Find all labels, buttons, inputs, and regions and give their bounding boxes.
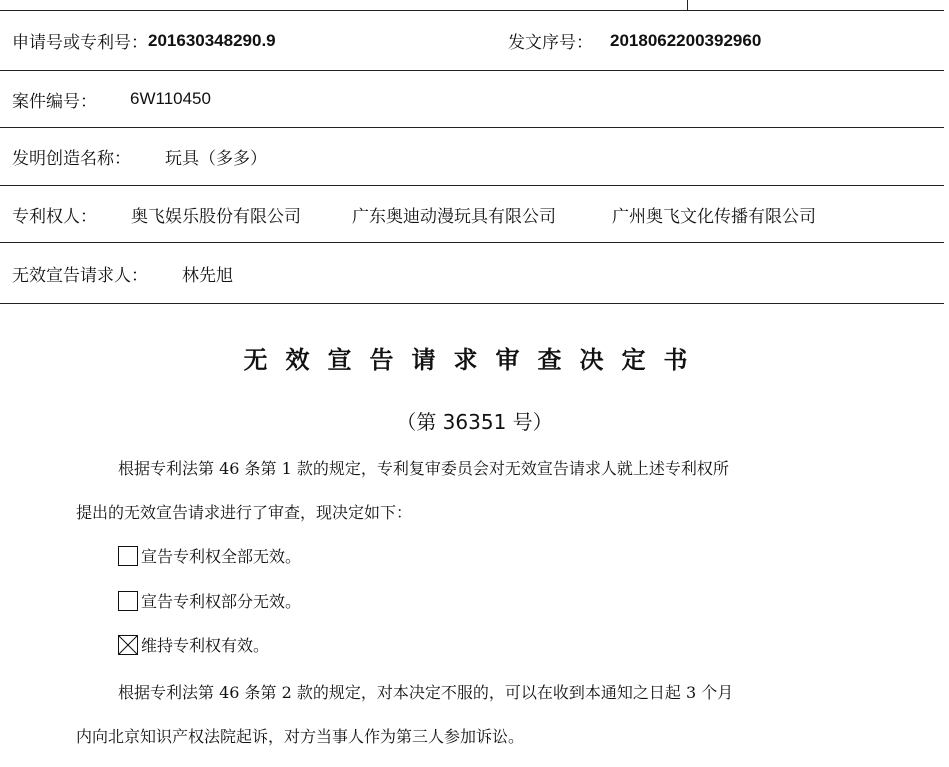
doc-seq-label: 发文序号：	[508, 33, 593, 53]
patentee-1: 奥飞娱乐股份有限公司	[131, 206, 301, 227]
paragraph-2-line-1: 根据专利法第 46 条第 2 款的规定，对本决定不服的，可以在收到本通知之日起 3 个月	[118, 683, 734, 702]
paragraph-1-line-2: 提出的无效宣告请求进行了审查，现决定如下：	[76, 503, 413, 522]
document-title: 无效宣告请求审查决定书	[243, 346, 706, 374]
paragraph-1-line-1: 根据专利法第 46 条第 1 款的规定，专利复审委员会对无效宣告请求人就上述专利权所	[118, 459, 729, 478]
row-patentee	[0, 186, 944, 243]
checkbox-unchecked-icon	[118, 546, 138, 566]
requester-label: 无效宣告请求人：	[12, 265, 148, 286]
option-maintain-valid	[118, 633, 269, 656]
row-case-number	[0, 71, 944, 128]
option-invalidate-partial	[118, 589, 301, 612]
requester-value: 林先旭	[182, 265, 233, 286]
patentee-label: 专利权人：	[12, 206, 97, 227]
patentee-3: 广州奥飞文化传播有限公司	[612, 206, 816, 227]
row-application-number	[0, 11, 944, 71]
invention-label: 发明创造名称：	[12, 149, 131, 169]
decision-number: （第 36351 号）	[396, 410, 553, 434]
app-no-label: 申请号或专利号：	[12, 33, 148, 53]
doc-seq-value: 2018062200392960	[610, 30, 762, 50]
top-border-stub	[687, 0, 688, 10]
case-no-label: 案件编号：	[12, 91, 97, 112]
paragraph-2-line-2: 内向北京知识产权法院起诉，对方当事人作为第三人参加诉讼。	[76, 727, 525, 746]
invention-value: 玩具（多多）	[165, 149, 267, 169]
row-invention-title	[0, 128, 944, 186]
option-label: 宣告专利权全部无效。	[141, 547, 302, 566]
patentee-2: 广东奥迪动漫玩具有限公司	[352, 206, 556, 227]
app-no-value: 201630348290.9	[148, 30, 276, 50]
checkbox-checked-icon	[118, 635, 138, 655]
option-label: 宣告专利权部分无效。	[141, 592, 302, 611]
checkbox-unchecked-icon	[118, 591, 138, 611]
row-requester	[0, 243, 944, 304]
option-invalidate-all	[118, 544, 301, 567]
case-no-value: 6W110450	[130, 89, 211, 108]
option-label: 维持专利权有效。	[141, 636, 270, 655]
